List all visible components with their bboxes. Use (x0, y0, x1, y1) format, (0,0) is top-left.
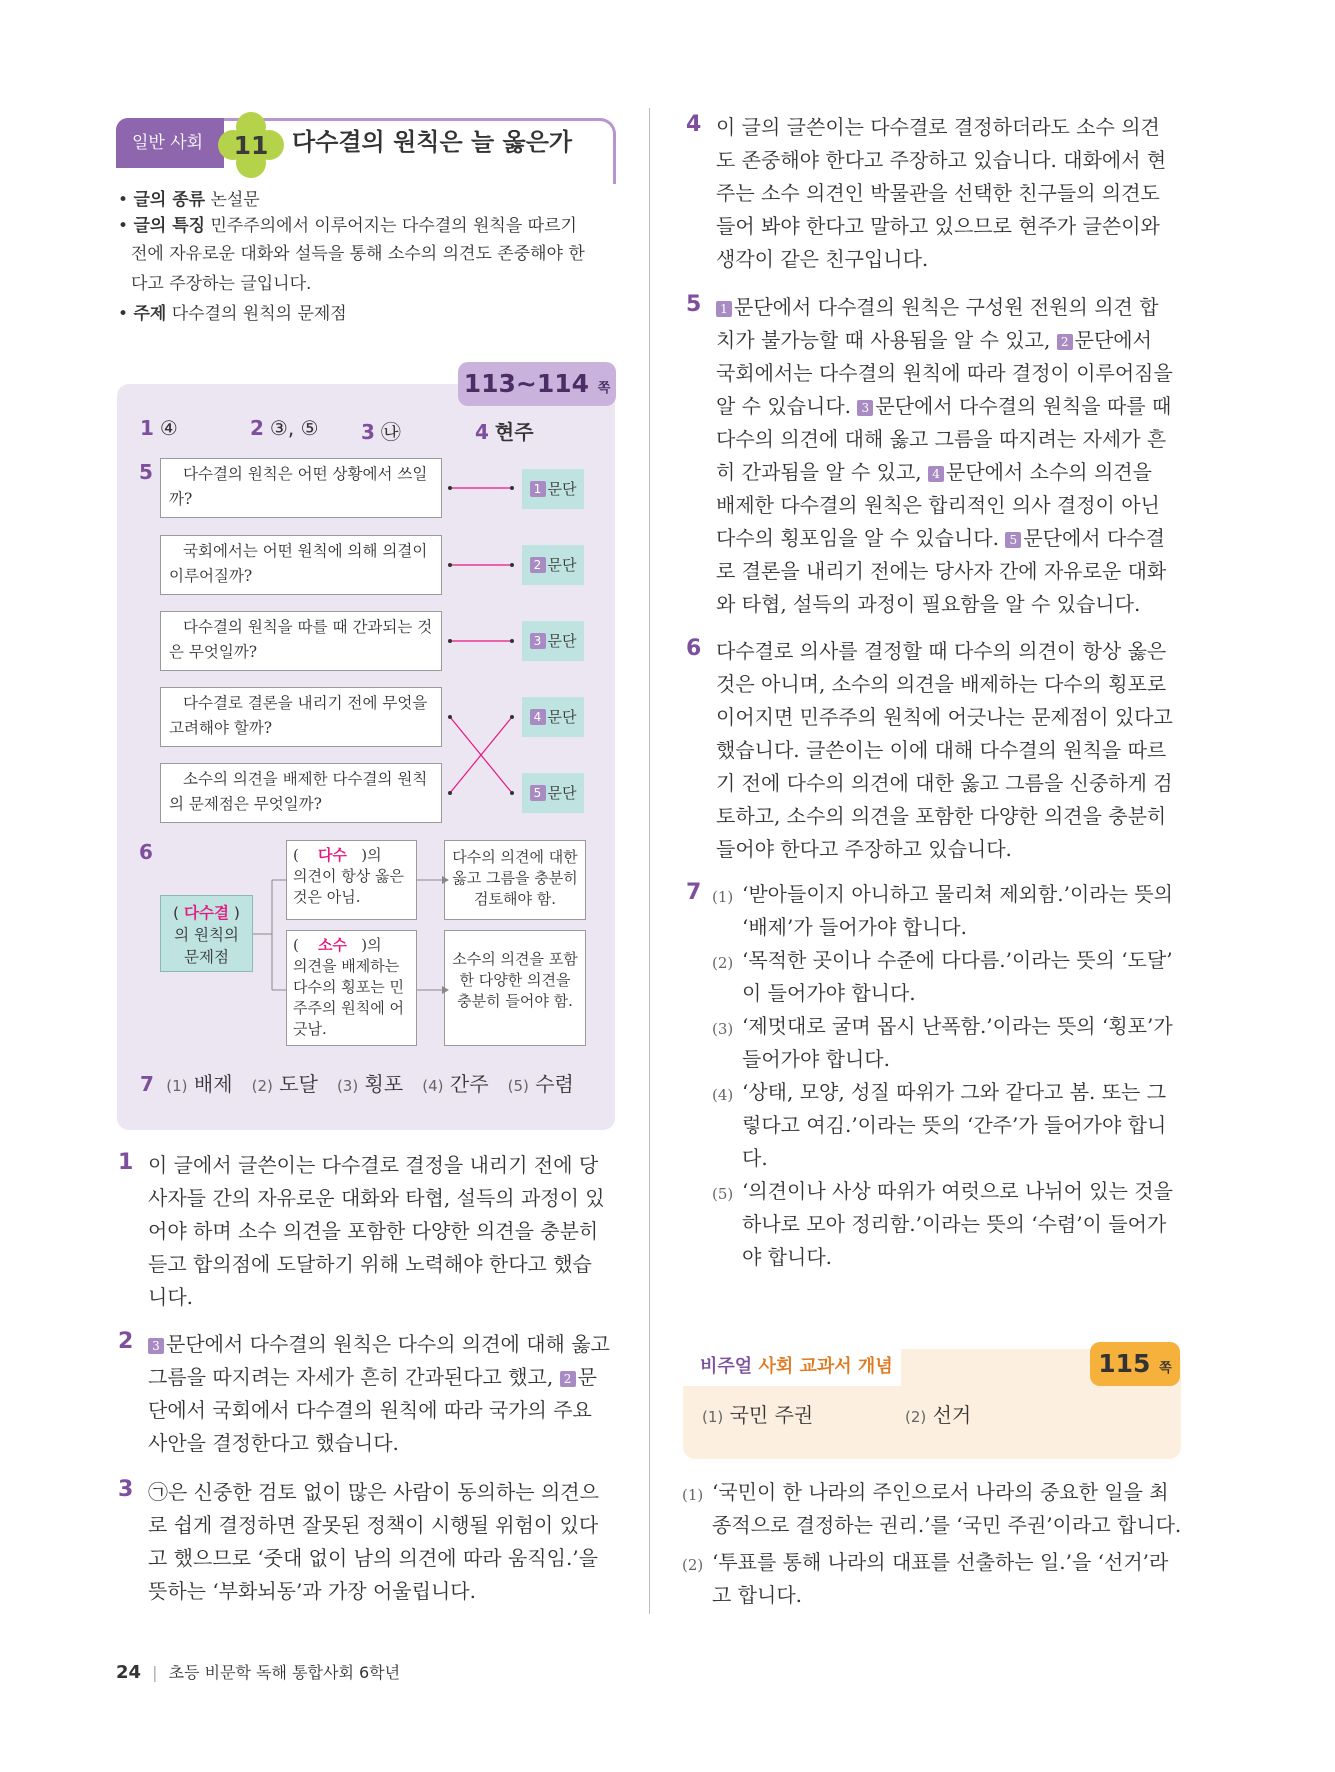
explanation-2-number: 2 (118, 1329, 134, 1354)
q6-right-top-box: 다수의 의견에 대한 옳고 그름을 충분히 검토해야 함. (444, 840, 586, 920)
paragraph-label: 2 문단 (522, 545, 584, 585)
q6-number: 6 (139, 840, 153, 864)
q6-top-box: ( 다수 )의 의견이 항상 옳은 것은 아님. (286, 840, 417, 920)
meta-feature-line: 민주주의에서 이루어지는 다수결의 원칙을 따르기 (210, 216, 577, 236)
q6-bottom-box: ( 소수 )의 의견을 배제하는 다수의 횡포는 민 주주의 원칙에 어 긋남. (286, 930, 417, 1046)
matching-lines (440, 450, 530, 830)
visual-explanation-1: (1) ‘국민이 한 나라의 주인으로서 나라의 중요한 일을 최 종적으로 결정하는 권리.’를 ‘국민 주권’이라고 합니다. (682, 1480, 1182, 1537)
visual-answer-1: (1) 국민 주권 (702, 1403, 814, 1427)
meta-feature-line: 전에 자유로운 대화와 설득을 통해 소수의 의견도 존중해야 한 (131, 244, 585, 264)
meta-type-value: 논설문 (210, 190, 260, 210)
paragraph-label: 4 문단 (522, 697, 584, 737)
paragraph-label: 5 문단 (522, 773, 584, 813)
page-unit: 쪽 (597, 381, 611, 396)
answer-4: 4 현주 (475, 420, 534, 444)
explanation-2: 3 문단에서 다수결의 원칙은 다수의 의견에 대해 옳고 그름을 따지려는 자세가 흔히 간과된다고 했고, 2 문 단에서 국회에서 다수결의 원칙에 따라 국가의 주요 사안을 결정한다고 했습니다. (148, 1332, 610, 1455)
paragraph-label: 3 문단 (522, 621, 584, 661)
visual-page-tag: 115 쪽 (1090, 1342, 1180, 1386)
explanation-3: ㉠은 신중한 검토 없이 많은 사람이 동의하는 의견으 로 쉽게 결정하면 잘못된 정책이 시행될 위험이 있다 고 했으므로 ‘줏대 없이 남의 의견에 따라 움직임.’을 뜻하는 ‘부화뇌동’과 가장 어울립니다. (148, 1480, 599, 1603)
subject-tag: 일반 사회 (116, 118, 228, 168)
explanation-5: 1 문단에서 다수결의 원칙은 구성원 전원의 의견 합 치가 불가능할 때 사용됨을 알 수 있고, 2 문단에서 국회에서는 다수결의 원칙에 따라 결정이 이루어짐을 알 수 있습니다. 3 문단에서 다수결의 원칙을 따를 때 다수의 의견에 대해 옳고 그름을 따지려는 자세가 흔 히 간과됨을 알 수 있고, 4 문단에서 소수의 의견을 배제한 다수결의 원칙은 합리적인 의사 결정이 아닌 다수의 횡포임을 알 수 있습니다. 5 문단에서 다수결 로 결론을 내리기 전에는 당사자 간에 자유로운 대화 와 타협, 설득의 과정이 필요함을 알 수 있습니다. (716, 295, 1173, 616)
meta-feature-label: 글의 특징 (133, 216, 206, 236)
q5-number: 5 (139, 460, 153, 484)
meta-theme-value: 다수결의 원칙의 문제점 (171, 304, 347, 324)
q5-question: 다수결의 원칙은 어떤 상황에서 쓰일 까? (160, 458, 442, 518)
book-title: 초등 비문학 독해 통합사회 6학년 (168, 1663, 401, 1682)
page-number: 24 (116, 1662, 142, 1683)
visual-answer-2: (2) 선거 (905, 1403, 972, 1427)
q5-question: 다수결로 결론을 내리기 전에 무엇을 고려해야 할까? (160, 687, 442, 747)
flower-badge-icon (218, 112, 284, 178)
explanation-1: 이 글에서 글쓴이는 다수결로 결정을 내리기 전에 당 사자들 간의 자유로운 대화와 타협, 설득의 과정이 있 어야 하며 소수 의견을 포함한 다양한 의견을 충분히 듣고 합의점에 도달하기 위해 노력해야 한다고 했습 니다. (148, 1153, 605, 1309)
meta-type: • 글의 종류 논설문 (118, 190, 260, 210)
explanation-6-number: 6 (686, 636, 702, 661)
meta-feature-line: 다고 주장하는 글입니다. (131, 274, 312, 294)
page-footer: 24 | 초등 비문학 독해 통합사회 6학년 (116, 1662, 401, 1683)
lesson-title: 다수결의 원칙은 늘 옳은가 (292, 128, 573, 156)
q6-center-box: ( 다수결 ) 의 원칙의 문제점 (160, 895, 253, 972)
q6-right-bottom-box: 소수의 의견을 포함한 다양한 의견을 충분히 들어야 함. (444, 930, 586, 1046)
meta-feature: • 글의 특징 민주주의에서 이루어지는 다수결의 원칙을 따르기 (118, 216, 577, 236)
explanation-7: (1) ‘받아들이지 아니하고 물리쳐 제외함.’이라는 뜻의 ‘배제’가 들어가야 합니다. (2) ‘목적한 곳이나 수준에 다다름.’이라는 뜻의 ‘도달’ 이 들어가야 합니다. (3) ‘제멋대로 굴며 몹시 난폭함.’이라는 뜻의 ‘횡포’가 들어가야 합니다. (4) ‘상태, 모양, 성질 따위가 그와 같다고 봄. 또는 그 렇다고 여김.’이라는 뜻의 ‘간주’가 들어가야 합니 다. (5) ‘의견이나 사상 따위가 여럿으로 나뉘어 있는 것을 하나로 모아 정리함.’이라는 뜻의 ‘수렴’이 들어가 야 합니다. (712, 882, 1173, 1269)
answer-7: 7 (1) 배제 (2) 도달 (3) 횡포 (4) 간주 (5) 수렴 (140, 1072, 574, 1096)
answer-3: 3 ㉯ (361, 420, 401, 444)
q5-question: 다수결의 원칙을 따를 때 간과되는 것 은 무엇일까? (160, 611, 442, 671)
explanation-4: 이 글의 글쓴이는 다수결로 결정하더라도 소수 의견 도 존중해야 한다고 주장하고 있습니다. 대화에서 현 주는 소수 의견인 박물관을 선택한 친구들의 의견도 들어 봐야 한다고 말하고 있으므로 현주가 글쓴이와 생각이 같은 친구입니다. (716, 115, 1167, 271)
explanation-4-number: 4 (686, 112, 702, 137)
meta-theme: • 주제 다수결의 원칙의 문제점 (118, 304, 347, 324)
explanation-6: 다수결로 의사를 결정할 때 다수의 의견이 항상 옳은 것은 아니며, 소수의 의견을 배제하는 다수의 횡포로 이어지면 민주주의 원칙에 어긋나는 문제점이 있다고 했습니다. 글쓴이는 이에 대해 다수결의 원칙을 따르 기 전에 다수의 의견에 대한 옳고 그름을 신중하게 검 토하고, 소수의 의견을 포함한 다양한 의견을 충분히 들어야 한다고 주장하고 있습니다. (716, 639, 1173, 861)
q6-connectors (250, 840, 450, 1050)
visual-concept-title: 비주얼 사회 교과서 개념 (700, 1356, 893, 1377)
answer-1: 1 ④ (140, 416, 178, 440)
paragraph-label: 1 문단 (522, 469, 584, 509)
header-bar-tail (613, 164, 616, 184)
page-reference-tag (458, 362, 616, 406)
explanation-5-number: 5 (686, 292, 702, 317)
q6-center-answer: 다수결 (184, 904, 229, 922)
lesson-number: 11 (233, 131, 269, 160)
meta-theme-label: 주제 (133, 304, 167, 324)
explanation-3-number: 3 (118, 1477, 134, 1502)
visual-explanation-2: (2) ‘투표를 통해 나라의 대표를 선출하는 일.’을 ‘선거’라 고 합니다. (682, 1550, 1169, 1607)
q5-question: 국회에서는 어떤 원칙에 의해 의결이 이루어질까? (160, 535, 442, 595)
column-divider (649, 108, 650, 1614)
q5-question: 소수의 의견을 배제한 다수결의 원칙 의 문제점은 무엇일까? (160, 763, 442, 823)
explanation-1-number: 1 (118, 1150, 134, 1175)
answer-2: 2 ③, ⑤ (250, 416, 319, 440)
lesson-header (116, 112, 616, 180)
explanation-7-number: 7 (686, 880, 702, 905)
page-reference: 113~114 (463, 369, 590, 398)
meta-type-label: 글의 종류 (133, 190, 206, 210)
